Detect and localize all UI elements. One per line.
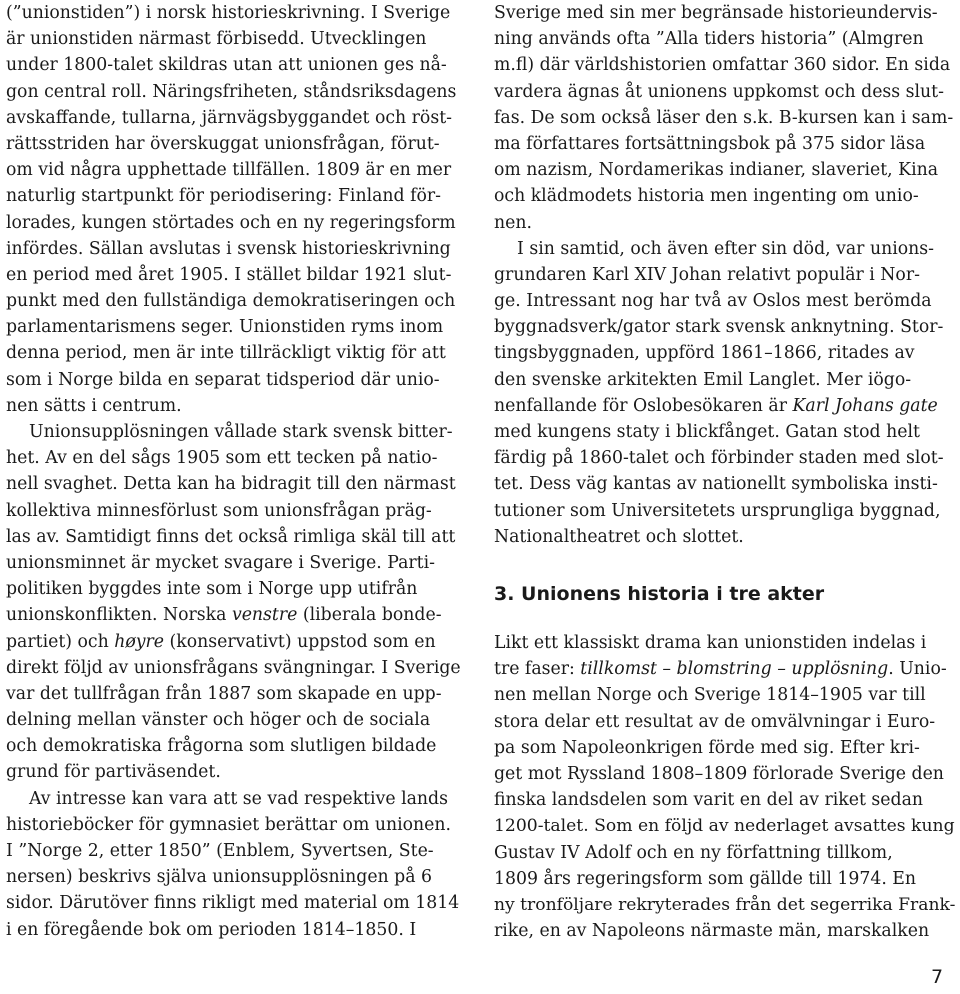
text-line: en period med året 1905. I stället bildar 1921 slut-: [6, 264, 452, 285]
text-run: (liberala bonde-: [297, 605, 442, 626]
text-line: är unionstiden närmast förbisedd. Utvecklingen: [6, 29, 427, 50]
text-line: denna period, men är inte tillräckligt viktig för att: [6, 343, 446, 364]
text-line: Unionsupplösningen vållade stark svensk bitter-: [29, 422, 453, 442]
text-line: stora delar ett resultat av de omvälvningar i Euro-: [494, 711, 936, 732]
text-line: historieböcker för gymnasiet berättar om unionen.: [6, 814, 452, 835]
text-line: Sverige med sin mer begränsade historieundervis-: [494, 3, 938, 23]
text-line: gon central roll. Näringsfriheten, ståndsriksdagens: [6, 81, 457, 102]
text-line: ge. Intressant nog har två av Oslos mest berömda: [494, 291, 932, 312]
text-line: m.fl) där världshistorien omfattar 360 sidor. En sida: [494, 55, 951, 76]
text-line: under 1800-talet skildras utan att unionen ges nå-: [6, 55, 447, 76]
text-line: get mot Ryssland 1808–1809 förlorade Sverige den: [494, 763, 944, 784]
text-line: grundaren Karl XIV Johan relativt populär i Nor-: [494, 264, 920, 285]
text-line: infördes. Sällan avslutas i svensk historieskrivning: [6, 238, 451, 259]
text-line: 1809 års regeringsform som gällde till 1974. En: [494, 868, 917, 889]
text-line: unionsminnet är mycket svagare i Sverige. Parti-: [6, 552, 435, 573]
text-line: I sin samtid, och även efter sin död, var unions-: [517, 238, 934, 259]
text-line: het. Av en del sågs 1905 som ett tecken på natio-: [6, 448, 438, 469]
right-text-column-lower: [494, 630, 955, 944]
text-line: nell svaghet. Detta kan ha bidragit till den närmast: [6, 474, 456, 495]
text-line: parlamentarismens seger. Unionstiden ryms inom: [6, 317, 444, 338]
text-line: den svenske arkitekten Emil Langlet. Mer iögo-: [494, 369, 912, 390]
text-line: i en föregående bok om perioden 1814–1850. I: [6, 919, 417, 940]
text-line: och klädmodets historia men ingenting om unio-: [494, 186, 919, 207]
text-line: tutioner som Universitetets ursprungliga byggnad,: [494, 500, 941, 521]
text-line: punkt med den fullständiga demokratiseringen och: [6, 291, 456, 312]
text-line: [6, 629, 467, 655]
text-run: . Unio-: [888, 659, 947, 680]
text-line: med kungens staty i blickfånget. Gatan stod helt: [494, 422, 920, 442]
italic-term: tillkomst – blomstring – upplösning: [580, 659, 889, 680]
text-line: Av intresse kan vara att se vad respektive lands: [29, 788, 448, 809]
text-line: Nationaltheatret och slottet.: [494, 526, 744, 547]
text-run: tre faser:: [494, 659, 581, 680]
italic-term: Karl Johans gate: [792, 395, 938, 416]
text-line: lorades, kungen störtades och en ny regeringsform: [6, 212, 456, 233]
text-line: vardera ägnas åt unionens uppkomst och dess slut-: [494, 81, 944, 102]
text-line: tingsbyggnaden, uppförd 1861–1866, ritades av: [494, 343, 915, 364]
text-line: (”unionstiden”) i norsk historieskrivning. I Sverige: [6, 3, 451, 23]
text-line: Gustav IV Adolf och en ny författning tillkom,: [494, 842, 893, 863]
text-line: [494, 656, 955, 682]
section-heading: 3. Unionens historia i tre akter: [494, 583, 825, 605]
text-line: var det tullfrågan från 1887 som skapade en upp-: [6, 683, 442, 704]
text-line: finska landsdelen som varit en del av riket sedan: [494, 790, 924, 811]
text-line: grund för partiväsendet.: [6, 762, 221, 783]
italic-term: venstre: [231, 605, 298, 626]
text-run: (konservativt) uppstod som en: [164, 631, 436, 652]
text-line: las av. Samtidigt finns det också rimliga skäl till att: [6, 526, 456, 547]
text-line: nen mellan Norge och Sverige 1814–1905 var till: [494, 685, 926, 706]
text-line: nen sätts i centrum.: [6, 395, 182, 416]
text-run: nenfallande för Oslobesökaren är: [494, 395, 793, 416]
text-line: nersen) beskrivs själva unionsupplösningen på 6: [6, 867, 433, 888]
text-run: unionskonflikten. Norska: [6, 605, 232, 626]
text-line: [6, 602, 467, 628]
text-line: ning används ofta ”Alla tiders historia” (Almgren: [494, 29, 924, 50]
text-line: I ”Norge 2, etter 1850” (Enblem, Syvertsen, Ste-: [6, 841, 434, 861]
text-line: [494, 393, 955, 419]
italic-term: høyre: [114, 631, 165, 652]
right-text-column: [494, 0, 955, 550]
text-line: tet. Dess väg kantas av nationellt symboliska insti-: [494, 474, 938, 495]
text-line: nen.: [494, 212, 532, 233]
text-line: Likt ett klassiskt drama kan unionstiden indelas i: [494, 633, 927, 653]
text-line: ny tronföljare rekryterades från det segerrika Frank-: [494, 894, 955, 915]
text-run: partiet) och: [6, 631, 115, 652]
text-line: delning mellan vänster och höger och de sociala: [6, 710, 431, 731]
text-line: om vid några upphettade tillfällen. 1809 är en mer: [6, 160, 452, 181]
text-line: om nazism, Nordamerikas indianer, slaveriet, Kina: [494, 160, 939, 181]
text-line: rike, en av Napoleons närmaste män, marskalken: [494, 921, 930, 942]
text-line: och demokratiska frågorna som slutligen bildade: [6, 736, 437, 757]
text-line: byggnadsverk/gator stark svensk anknytning. Stor-: [494, 317, 944, 338]
text-line: fas. De som också läser den s.k. B-kursen kan i sam-: [494, 107, 954, 128]
text-line: naturlig startpunkt för periodisering: Finland för-: [6, 186, 442, 207]
text-line: kollektiva minnesförlust som unionsfrågan präg-: [6, 500, 432, 521]
text-line: 1200-talet. Som en följd av nederlaget avsattes kung: [494, 816, 955, 837]
text-line: som i Norge bilda en separat tidsperiod där unio-: [6, 369, 440, 390]
page-number: 7: [931, 966, 944, 988]
text-line: rättsstriden har överskuggat unionsfrågan, förut-: [6, 133, 440, 154]
text-line: pa som Napoleonkrigen förde med sig. Efter kri-: [494, 737, 920, 758]
text-line: direkt följd av unionsfrågans svängningar. I Sverige: [6, 657, 461, 678]
text-line: ma författares fortsättningsbok på 375 sidor läsa: [494, 133, 926, 154]
text-line: sidor. Därutöver finns rikligt med material om 1814: [6, 893, 460, 914]
left-text-column: [6, 0, 467, 943]
text-line: avskaffande, tullarna, järnvägsbyggandet och röst-: [6, 107, 452, 128]
text-line: färdig på 1860-talet och förbinder staden med slot-: [494, 448, 944, 469]
text-line: politiken byggdes inte som i Norge upp utifrån: [6, 579, 418, 600]
